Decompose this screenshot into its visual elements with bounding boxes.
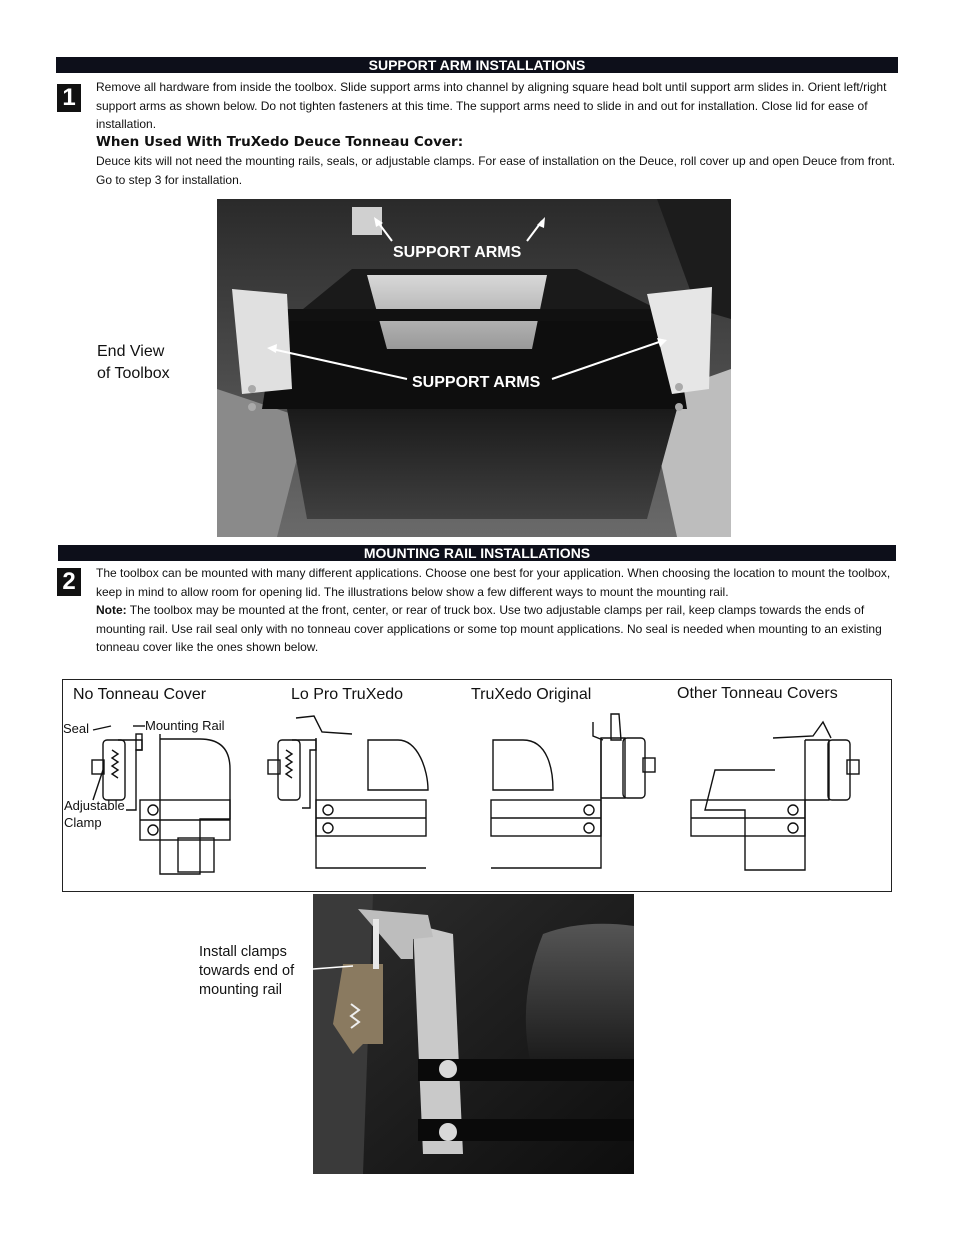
note-text: The toolbox may be mounted at the front, center, or rear of truck box. Use two adjustable clamps per rail, keep clamps towards the ends of mounting rail. Use rail seal only with no tonneau cover applications or some top mount applications. No seal is needed when mounting to an existing tonneau cover like the ones shown below. xyxy=(96,603,882,654)
callout-clamp-line2: Clamp xyxy=(64,815,102,830)
support-arms-label-bottom: SUPPORT ARMS xyxy=(412,374,541,391)
clamp-caption-line1: Install clamps xyxy=(199,944,287,960)
step-1-number: 1 xyxy=(57,84,81,112)
end-view-caption-line2: of Toolbox xyxy=(97,365,170,382)
toolbox-end-view-photo xyxy=(217,199,731,537)
mounting-diagrams-panel xyxy=(62,679,892,892)
diagram-title-lo-pro: Lo Pro TruXedo xyxy=(291,686,404,703)
callout-clamp-line1: Adjustable xyxy=(64,798,125,813)
callout-mounting-rail: Mounting Rail xyxy=(145,718,225,733)
diagram-other-covers xyxy=(691,722,859,870)
step-1-instructions: Remove all hardware from inside the toolbox. Slide support arms into channel by aligning square head bolt until support arm slides in. Orient left/right support arms as shown below. Do not tighten fasteners at this time. The support arms need to slide in and out for installation. Close lid for ease of installation. xyxy=(96,80,887,131)
end-view-caption-line1: End View xyxy=(97,343,165,360)
diagram-original xyxy=(491,714,655,868)
end-view-caption xyxy=(97,341,170,385)
diagram-title-no-tonneau: No Tonneau Cover xyxy=(73,686,207,703)
step-2-note xyxy=(96,601,896,657)
support-arms-label-top: SUPPORT ARMS xyxy=(393,244,522,261)
note-label: Note: xyxy=(96,603,127,617)
step-2-number: 2 xyxy=(57,568,81,596)
clamp-photo-graphic xyxy=(313,894,634,1174)
clamp-caption-line3: mounting rail xyxy=(199,982,283,998)
clamp-photo-caption xyxy=(199,943,294,1000)
diagram-title-other: Other Tonneau Covers xyxy=(677,685,838,702)
mounting-rail-banner: MOUNTING RAIL INSTALLATIONS xyxy=(58,545,896,561)
support-arm-banner: SUPPORT ARM INSTALLATIONS xyxy=(56,57,898,73)
diagram-title-original: TruXedo Original xyxy=(471,686,592,703)
clamp-installation-photo xyxy=(313,894,634,1174)
mounting-diagrams-graphic xyxy=(63,680,891,891)
deuce-subheading: When Used With TruXedo Deuce Tonneau Cover: xyxy=(96,134,464,150)
callout-seal: Seal xyxy=(63,721,90,736)
step-2-instructions: The toolbox can be mounted with many different applications. Choose one best for your application. When choosing the location to mount the toolbox, keep in mind to allow room for opening lid. The illustrations below show a few different ways to mount the mounting rail. xyxy=(96,566,891,599)
deuce-instructions: Deuce kits will not need the mounting rails, seals, or adjustable clamps. For ease of installation on the Deuce, roll cover up and open Deuce from front. Go to step 3 for installation. xyxy=(96,154,896,187)
diagram-lo-pro xyxy=(268,716,428,868)
clamp-caption-line2: towards end of xyxy=(199,963,295,979)
diagram-no-tonneau xyxy=(92,734,230,874)
